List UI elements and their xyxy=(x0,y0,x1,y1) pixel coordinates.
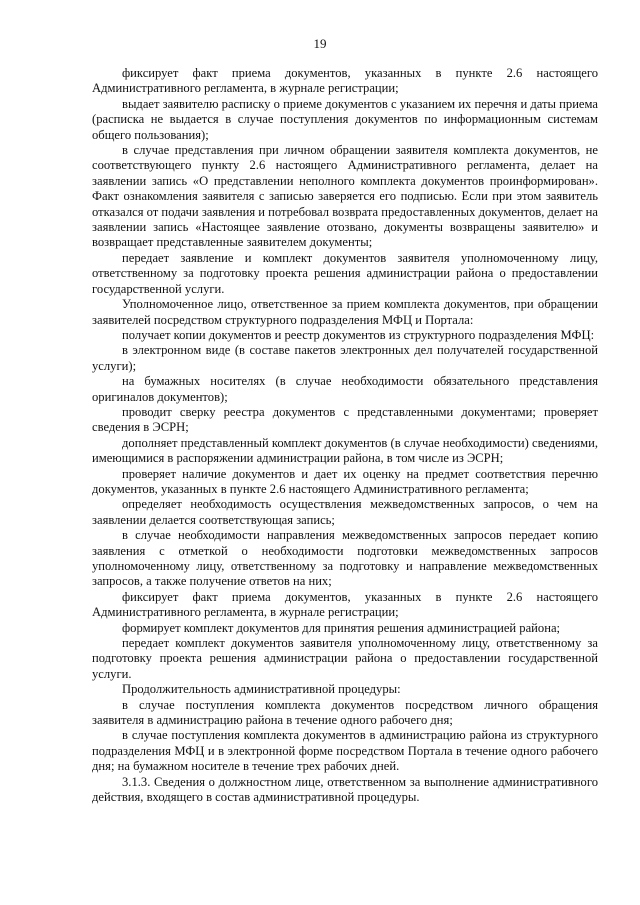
paragraph: 3.1.3. Сведения о должностном лице, ответственном за выполнение административного действия, входящего в состав административной процедуры. xyxy=(92,774,598,805)
paragraph: определяет необходимость осуществления межведомственных запросов, о чем на заявлении делается соответствующая запись; xyxy=(92,497,598,527)
paragraph: формирует комплект документов для принятия решения администрацией района; xyxy=(122,620,561,635)
paragraph: в случае поступления комплекта документов посредством личного обращения заявителя в администрацию района в течение одного рабочего дня; xyxy=(92,697,598,728)
paragraph: фиксирует факт приема документов, указанных в пункте 2.6 настоящего Административного регламента, в журнале регистрации; xyxy=(92,66,598,96)
paragraph: проверяет наличие документов и дает их оценку на предмет соответствия перечню документов, указанных в пункте 2.6 настоящего Административного регламента; xyxy=(92,466,598,496)
paragraph: передает заявление и комплект документов заявителя уполномоченному лицу, ответственному за подготовку проекта решения администрации района о предоставлении государственной услуги. xyxy=(92,250,598,296)
page-number: 19 xyxy=(313,36,327,51)
paragraph: на бумажных носителях (в случае необходимости обязательного представления оригиналов документов); xyxy=(92,374,598,404)
paragraph: в электронном виде (в составе пакетов электронных дел получателей государственной услуги); xyxy=(92,343,598,373)
paragraph: в случае поступления комплекта документов в администрацию района из структурного подразделения МФЦ и в электронной форме посредством Портала в течение одного рабочего дня; на бумажном носителе в течение трех рабочих дней. xyxy=(92,728,598,774)
paragraph: дополняет представленный комплект документов (в случае необходимости) сведениями, имеющимися в распоряжении администрации района, в том числе из ЭСРН; xyxy=(92,435,598,466)
paragraph: фиксирует факт приема документов, указанных в пункте 2.6 настоящего Административного регламента, в журнале регистрации; xyxy=(92,589,598,620)
paragraph: в случае представления при личном обращении заявителя комплекта документов, не соответствующего пункту 2.6 настоящего Административного регламента, делает на заявлении запись «О представлении неполного комплекта документов проинформирован». Факт ознакомления заявителя с записью заверяется его подписью. Если при этом заявитель отказался от подачи заявления и потребовал возврата предоставленных документов, делает на заявлении запись «Настоящее заявление отозвано, документы возвращены заявителю» и возвращает представленные заявителем документы; xyxy=(92,143,598,250)
paragraph: выдает заявителю расписку о приеме документов с указанием их перечня и даты приема (расписка не выдается в случае поступления документов по информационным системам общего пользования); xyxy=(92,96,598,142)
paragraph: Продолжительность административной процедуры: xyxy=(122,682,401,697)
document-body xyxy=(92,66,598,806)
paragraph: Уполномоченное лицо, ответственное за прием комплекта документов, при обращении заявителей посредством структурного подразделения МФЦ и Портала: xyxy=(92,297,598,327)
paragraph: проводит сверку реестра документов с представленными документами; проверяет сведения в ЭСРН; xyxy=(92,404,598,435)
paragraph: в случае необходимости направления межведомственных запросов передает копию заявления с отметкой о необходимости подготовки межведомственных запросов уполномоченному лицу, ответственному за подготовку и направление межведомственных запросов, а также получение ответов на них; xyxy=(92,528,598,589)
paragraph: передает комплект документов заявителя уполномоченному лицу, ответственному за подготовку проекта решения администрации района о предоставлении государственной услуги. xyxy=(92,636,598,681)
paragraph: получает копии документов и реестр документов из структурного подразделения МФЦ: xyxy=(122,327,595,342)
